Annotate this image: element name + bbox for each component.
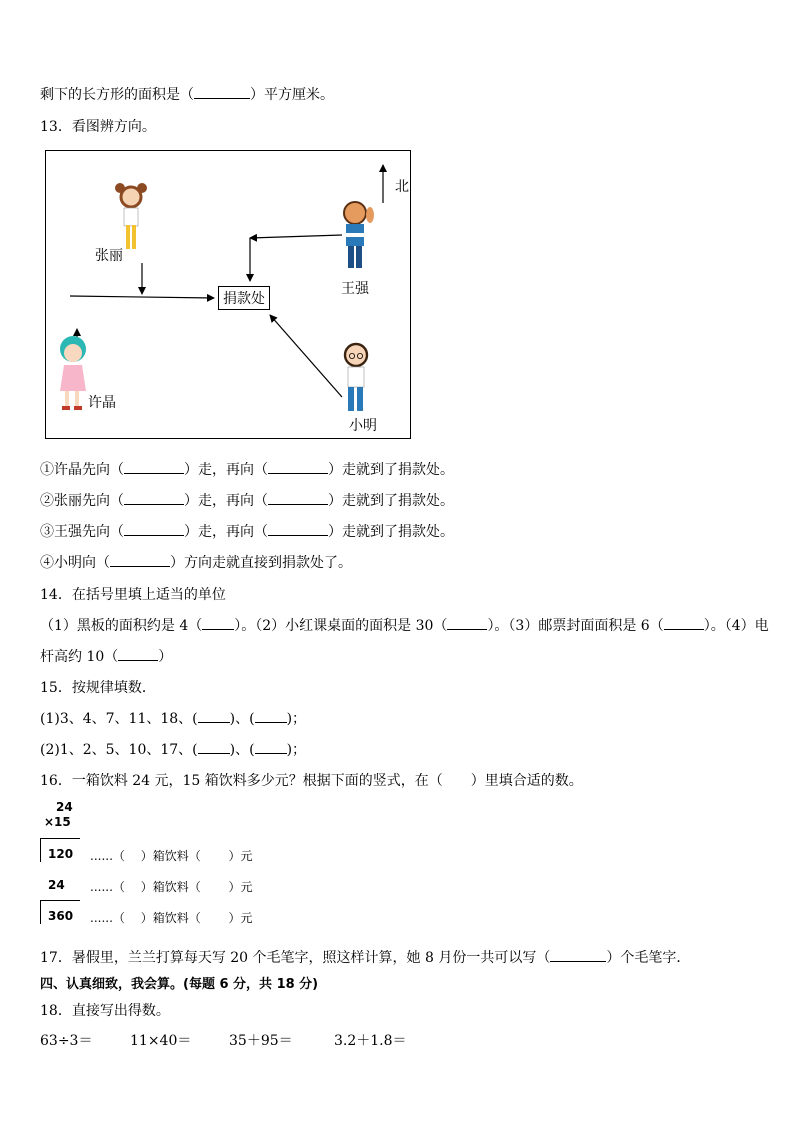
q14-blank-1[interactable] — [202, 615, 234, 630]
wangqiang-figure — [344, 202, 374, 268]
q13-item-1 — [40, 459, 454, 479]
calc-rule-2 — [40, 900, 80, 901]
q14-part-1: （1）黑板的面积约是 4（ — [40, 618, 203, 634]
q13-item-1-blank-1[interactable] — [124, 459, 184, 474]
q13-item-3-mid: ）走，再向（ — [184, 524, 268, 540]
north-label: 北 — [395, 179, 409, 195]
q18-title: 18．直接写出得数。 — [40, 1003, 170, 1019]
calc-partial-2: 24 — [48, 878, 65, 892]
q13-item-1-prefix: ①许晶先向（ — [40, 462, 124, 478]
q13-item-3-blank-1[interactable] — [124, 521, 184, 536]
q13-item-1-blank-2[interactable] — [268, 459, 328, 474]
q17-line — [40, 947, 690, 967]
q14-part-6: ） — [158, 649, 173, 665]
horizontal-path-arrow — [70, 296, 214, 298]
direction-figure — [45, 150, 411, 439]
q14-part-2: ）。（2）小红课桌面的面积是 30（ — [234, 618, 448, 634]
calc-multiplier: ×15 — [44, 815, 71, 829]
q12-text-before: 剩下的长方形的面积是（ — [40, 87, 194, 103]
q13-item-2-blank-2[interactable] — [268, 490, 328, 505]
calc-left-bar-1 — [40, 838, 41, 862]
q13-title: 13．看图辨方向。 — [40, 119, 156, 135]
calc-note-1: ......（ ）箱饮料（ ）元 — [90, 849, 253, 863]
q13-item-2-blank-1[interactable] — [124, 490, 184, 505]
q13-item-4 — [40, 552, 352, 572]
calc-multiplicand: 24 — [56, 800, 73, 814]
zhangli-figure — [115, 183, 147, 249]
q15-row-2 — [40, 739, 306, 759]
xiaoming-figure — [345, 344, 367, 411]
q18-expr-3: 35＋95＝ — [229, 1033, 293, 1049]
q15-title: 15．按规律填数． — [40, 680, 156, 696]
q15-row-1-seq: (1)3、4、7、11、18、( — [40, 711, 198, 727]
q13-item-3-prefix: ③王强先向（ — [40, 524, 124, 540]
q12-answer-blank[interactable] — [194, 84, 250, 99]
q13-item-3-blank-2[interactable] — [268, 521, 328, 536]
q13-item-2 — [40, 490, 454, 510]
q13-item-2-suffix: ）走就到了捐款处。 — [328, 493, 454, 509]
q15-row-2-sep: )、( — [229, 742, 255, 758]
q15-row-1-end: )； — [286, 711, 307, 727]
q13-item-2-mid: ）走，再向（ — [184, 493, 268, 509]
q14-line-1 — [40, 615, 769, 635]
q15-row-2-blank-2[interactable] — [255, 739, 287, 754]
q13-item-4-suffix: ）方向走就直接到捐款处了。 — [170, 555, 352, 571]
q17-text-before: 17．暑假里，兰兰打算每天写 20 个毛笔字，照这样计算，她 8 月份一共可以写（ — [40, 950, 551, 966]
q15-row-1-blank-1[interactable] — [198, 708, 230, 723]
q14-part-5: 杆高约 10（ — [40, 649, 119, 665]
q15-row-1-blank-2[interactable] — [255, 708, 287, 723]
donation-point-box: 捐款处 — [218, 286, 270, 310]
q14-line-2 — [40, 646, 172, 666]
xiaoming-label: 小明 — [349, 418, 377, 434]
q13-item-3 — [40, 521, 454, 541]
q14-title: 14．在括号里填上适当的单位 — [40, 587, 226, 603]
q18-expr-4: 3.2＋1.8＝ — [334, 1033, 407, 1049]
q17-text-after: ）个毛笔字． — [606, 950, 691, 966]
q17-answer-blank[interactable] — [550, 947, 606, 962]
calc-note-2: ......（ ）箱饮料（ ）元 — [90, 880, 253, 894]
q13-item-4-blank[interactable] — [110, 552, 170, 567]
q15-row-1-sep: )、( — [229, 711, 255, 727]
xiaoming-northwest-arrow — [270, 315, 342, 397]
q13-item-2-prefix: ②张丽先向（ — [40, 493, 124, 509]
q14-part-4: ）。（4）电 — [703, 618, 769, 634]
q15-row-2-blank-1[interactable] — [198, 739, 230, 754]
q13-item-1-suffix: ）走就到了捐款处。 — [328, 462, 454, 478]
q12-tail-line — [40, 84, 334, 104]
q12-text-after: ）平方厘米。 — [250, 87, 334, 103]
calc-total: 360 — [48, 909, 74, 923]
calc-partial-1: 120 — [48, 847, 74, 861]
wangqiang-label: 王强 — [341, 281, 369, 297]
q15-row-1 — [40, 708, 306, 728]
q15-row-2-seq: (2)1、2、5、10、17、( — [40, 742, 198, 758]
q14-blank-4[interactable] — [118, 646, 158, 661]
q16-title: 16．一箱饮料 24 元，15 箱饮料多少元？根据下面的竖式，在（ ）里填合适的数。 — [40, 773, 583, 789]
q13-item-3-suffix: ）走就到了捐款处。 — [328, 524, 454, 540]
zhangli-label: 张丽 — [95, 248, 123, 264]
q14-blank-2[interactable] — [447, 615, 487, 630]
q15-row-2-end: )； — [286, 742, 307, 758]
calc-note-3: ......（ ）箱饮料（ ）元 — [90, 911, 253, 925]
q13-item-1-mid: ）走，再向（ — [184, 462, 268, 478]
q14-blank-3[interactable] — [664, 615, 704, 630]
xujing-label: 许晶 — [88, 395, 116, 411]
section-4-heading: 四、认真细致，我会算。(每题 6 分，共 18 分) — [40, 977, 319, 992]
q14-part-3: ）。（3）邮票封面面积是 6（ — [487, 618, 664, 634]
calc-left-bar-2 — [40, 900, 41, 924]
q18-expr-2: 11×40＝ — [130, 1033, 192, 1049]
q13-item-4-prefix: ④小明向（ — [40, 555, 110, 571]
wangqiang-west-arrow — [250, 235, 342, 238]
calc-rule-1 — [40, 838, 80, 839]
q18-expr-1: 63÷3＝ — [40, 1033, 93, 1049]
xujing-figure — [60, 336, 86, 410]
